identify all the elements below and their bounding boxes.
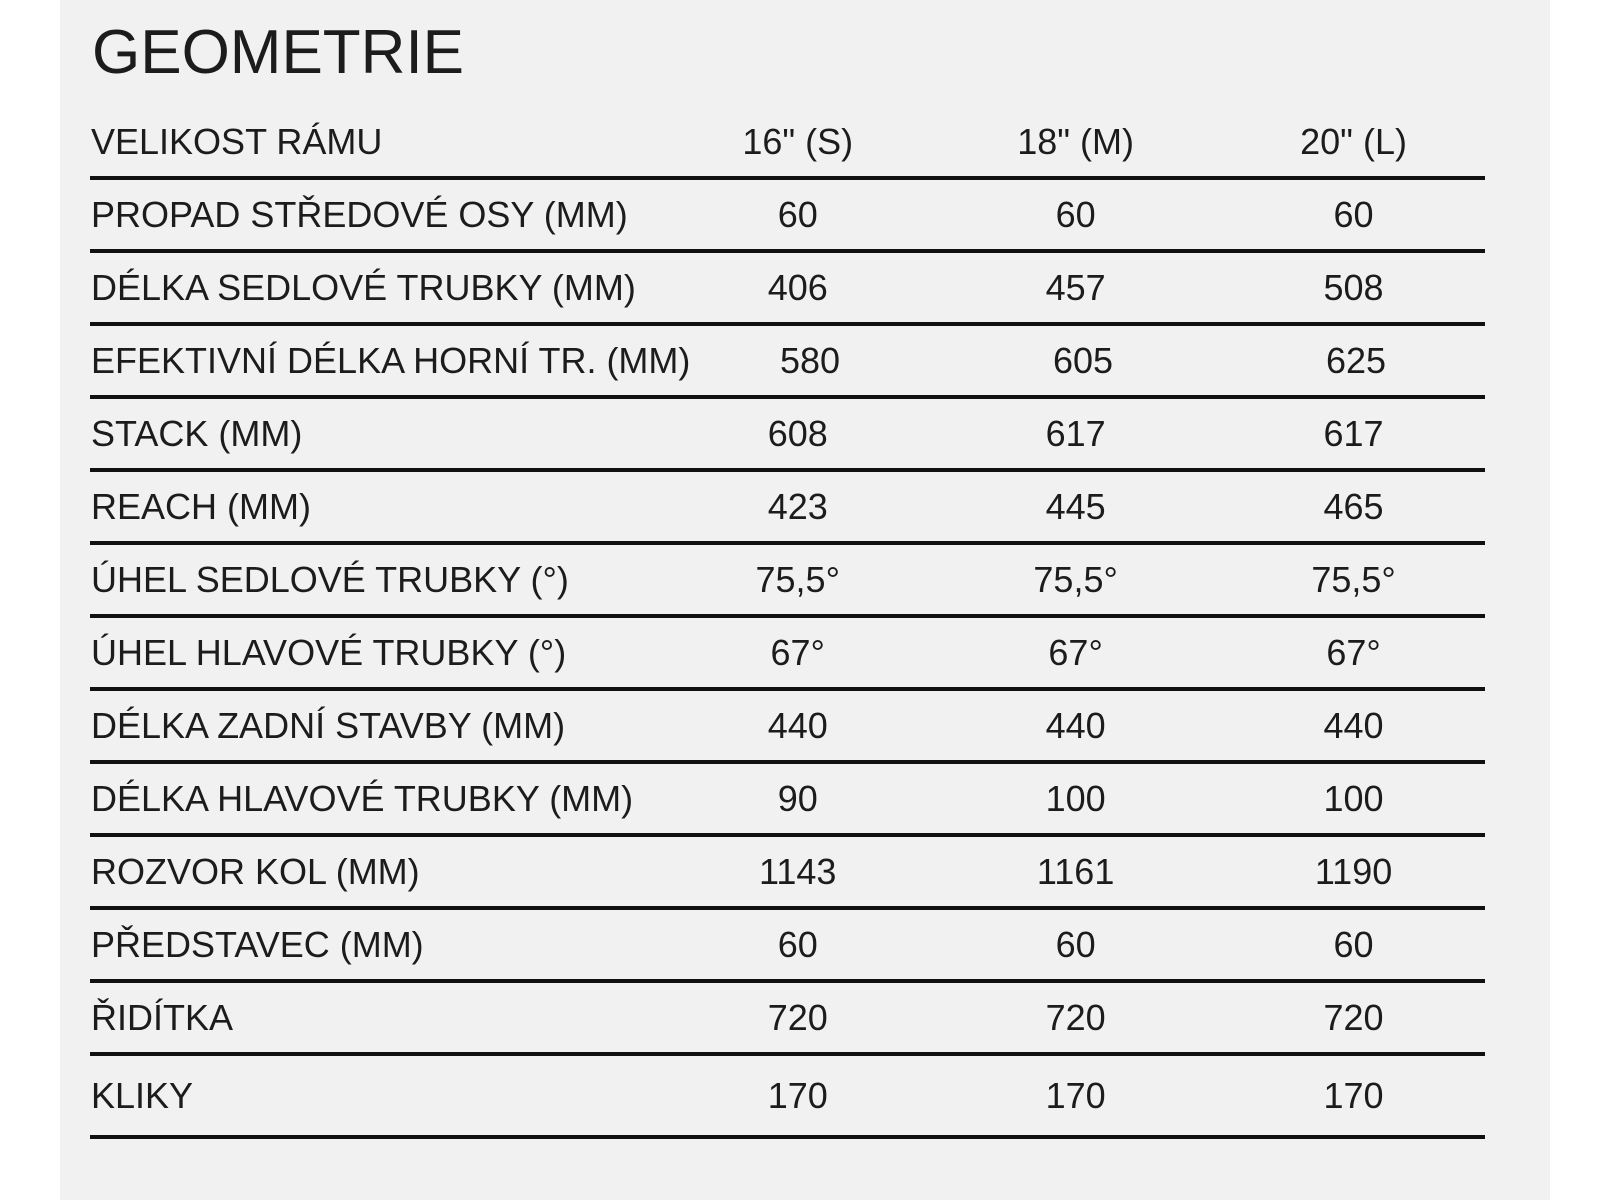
row-value-l: 170 bbox=[1323, 1074, 1384, 1116]
row-value-m: 100 bbox=[1045, 777, 1106, 819]
row-value-s: 1143 bbox=[759, 850, 837, 892]
table-row bbox=[90, 691, 1485, 764]
table-row bbox=[90, 326, 1485, 399]
row-value-l: 625 bbox=[1325, 339, 1387, 381]
row-value-s: 60 bbox=[777, 193, 818, 235]
row-label: ÚHEL SEDLOVÉ TRUBKY (°) bbox=[91, 558, 569, 600]
table-row bbox=[90, 1056, 1485, 1139]
row-label: DÉLKA ZADNÍ STAVBY (MM) bbox=[91, 704, 566, 746]
row-value-l: 75,5° bbox=[1311, 558, 1396, 600]
row-value-m: 440 bbox=[1045, 704, 1106, 746]
header-size-s: 16" (S) bbox=[742, 121, 854, 162]
page-title: GEOMETRIE bbox=[92, 18, 465, 87]
row-value-s: 608 bbox=[767, 412, 828, 454]
row-value-s: 170 bbox=[767, 1074, 828, 1116]
table-row bbox=[90, 180, 1485, 253]
row-value-l: 60 bbox=[1333, 923, 1374, 965]
table-row bbox=[90, 618, 1485, 691]
row-value-l: 100 bbox=[1323, 777, 1384, 819]
row-value-m: 720 bbox=[1045, 996, 1106, 1038]
table-row bbox=[90, 253, 1485, 326]
row-label: STACK (MM) bbox=[91, 412, 303, 454]
row-value-s: 406 bbox=[767, 266, 828, 308]
row-value-l: 1190 bbox=[1314, 850, 1393, 892]
table-row bbox=[90, 983, 1485, 1056]
row-label: ŘIDÍTKA bbox=[91, 996, 234, 1038]
row-value-s: 720 bbox=[767, 996, 828, 1038]
table-row bbox=[90, 472, 1485, 545]
geometry-panel bbox=[60, 0, 1550, 1200]
table-row bbox=[90, 910, 1485, 983]
row-value-l: 617 bbox=[1323, 412, 1384, 454]
row-label: ÚHEL HLAVOVÉ TRUBKY (°) bbox=[91, 631, 567, 673]
row-value-m: 457 bbox=[1045, 266, 1106, 308]
geometry-table bbox=[90, 108, 1485, 1139]
row-value-m: 605 bbox=[1052, 339, 1114, 381]
row-value-l: 440 bbox=[1323, 704, 1384, 746]
row-value-l: 465 bbox=[1323, 485, 1384, 527]
row-value-m: 617 bbox=[1045, 412, 1106, 454]
row-label: DÉLKA HLAVOVÉ TRUBKY (MM) bbox=[91, 777, 634, 819]
table-header-row bbox=[90, 108, 1485, 180]
row-value-m: 1161 bbox=[1036, 850, 1115, 892]
row-value-m: 170 bbox=[1045, 1074, 1106, 1116]
row-value-m: 75,5° bbox=[1033, 558, 1118, 600]
header-size-m: 18" (M) bbox=[1017, 121, 1135, 162]
row-label: ROZVOR KOL (MM) bbox=[91, 850, 420, 892]
row-value-m: 60 bbox=[1055, 193, 1096, 235]
row-value-s: 423 bbox=[767, 485, 828, 527]
row-label: EFEKTIVNÍ DÉLKA HORNÍ TR. (MM) bbox=[91, 339, 691, 381]
row-value-l: 60 bbox=[1333, 193, 1374, 235]
row-value-s: 67° bbox=[770, 631, 825, 673]
table-row bbox=[90, 764, 1485, 837]
row-value-l: 508 bbox=[1323, 266, 1384, 308]
row-label: PŘEDSTAVEC (MM) bbox=[91, 923, 424, 965]
row-value-s: 90 bbox=[777, 777, 818, 819]
row-value-s: 75,5° bbox=[755, 558, 840, 600]
table-row bbox=[90, 545, 1485, 618]
row-value-s: 60 bbox=[777, 923, 818, 965]
row-value-s: 440 bbox=[767, 704, 828, 746]
row-value-m: 445 bbox=[1045, 485, 1106, 527]
row-label: KLIKY bbox=[91, 1074, 194, 1116]
table-row bbox=[90, 837, 1485, 910]
table-row bbox=[90, 399, 1485, 472]
row-value-m: 60 bbox=[1055, 923, 1096, 965]
header-size-l: 20" (L) bbox=[1300, 121, 1407, 162]
header-frame-size-label: VELIKOST RÁMU bbox=[91, 121, 383, 162]
row-value-l: 67° bbox=[1326, 631, 1381, 673]
row-value-s: 580 bbox=[779, 339, 841, 381]
row-label: PROPAD STŘEDOVÉ OSY (MM) bbox=[91, 193, 628, 235]
row-value-m: 67° bbox=[1048, 631, 1103, 673]
row-label: REACH (MM) bbox=[91, 485, 311, 527]
row-label: DÉLKA SEDLOVÉ TRUBKY (MM) bbox=[91, 266, 636, 308]
row-value-l: 720 bbox=[1323, 996, 1384, 1038]
